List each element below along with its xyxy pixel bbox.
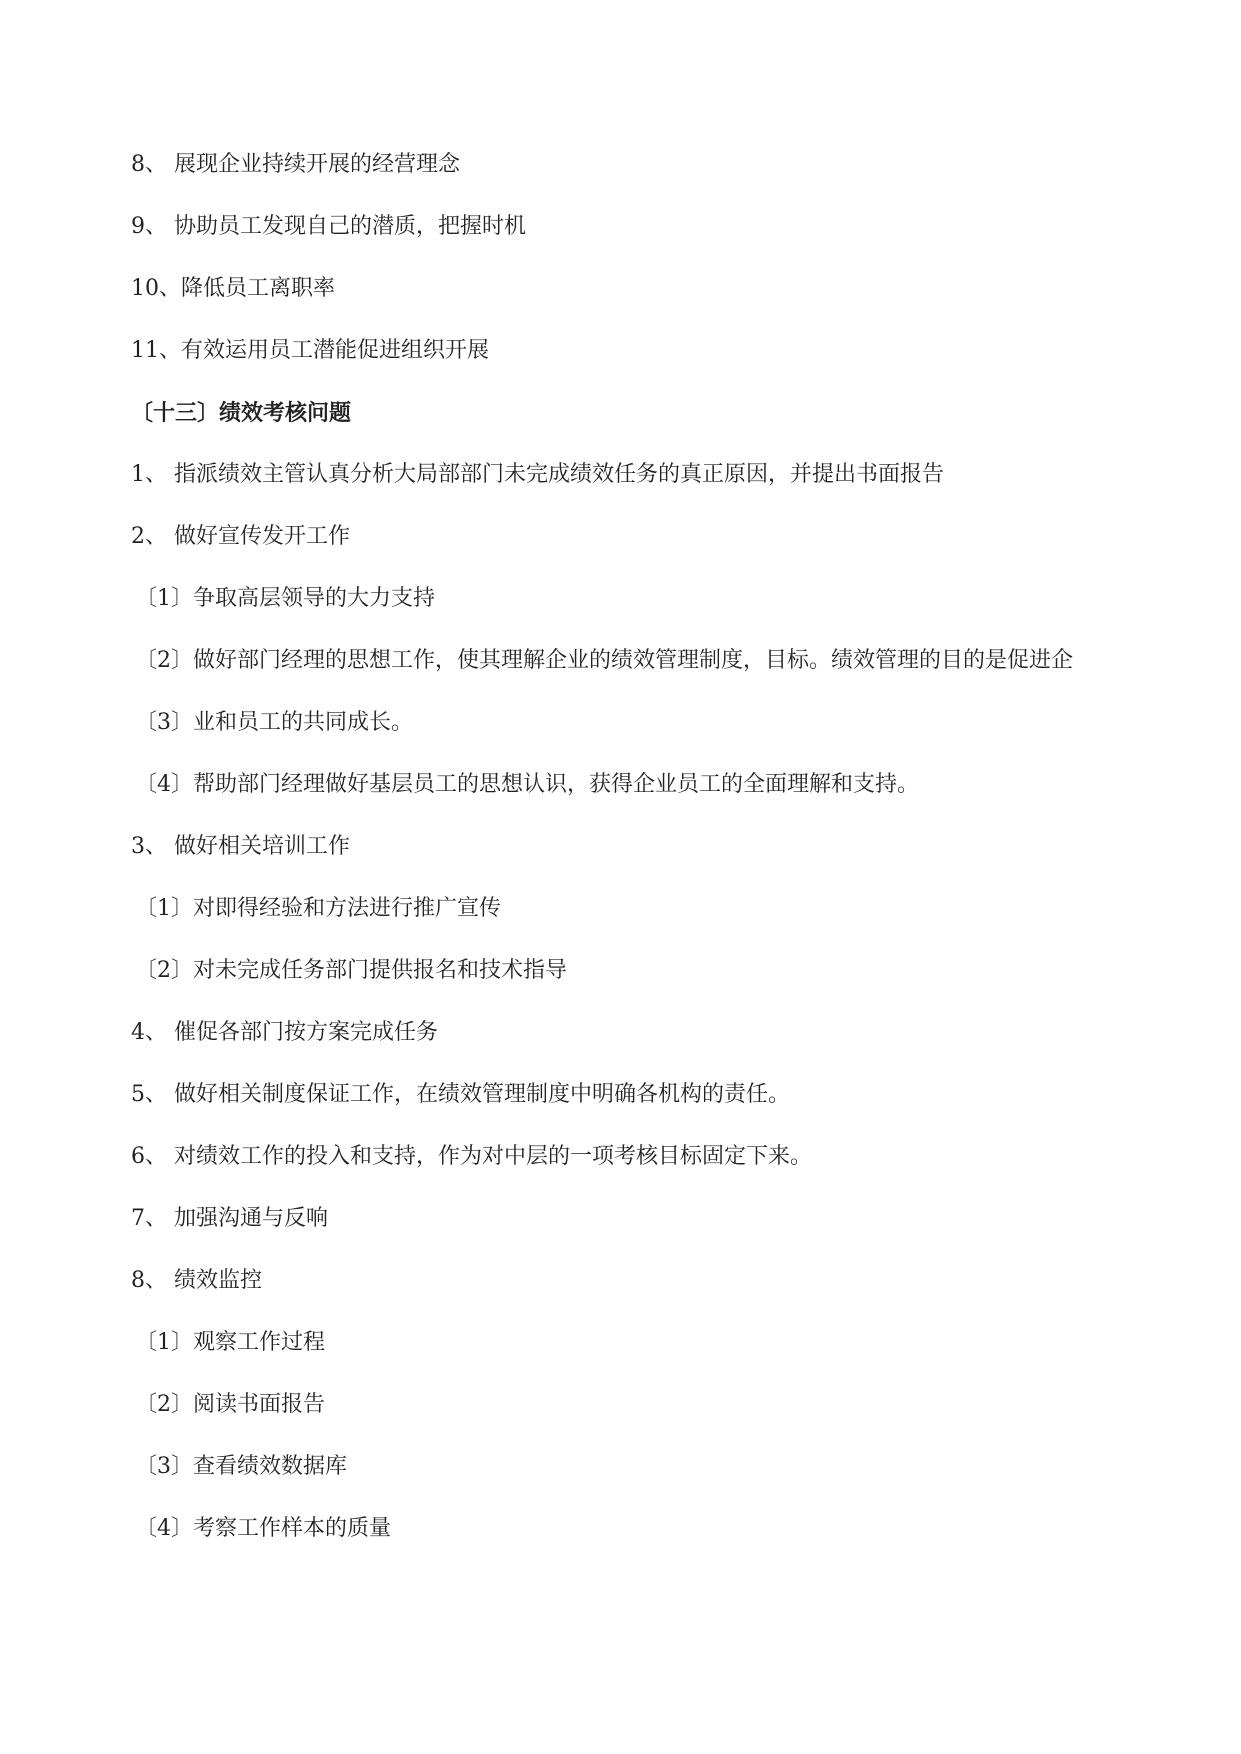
- sub-list-item: 〔3〕业和员工的共同成长。: [135, 710, 413, 735]
- list-item: 7、 加强沟通与反响: [131, 1206, 328, 1231]
- list-item: 6、 对绩效工作的投入和支持，作为对中层的一项考核目标固定下来。: [131, 1144, 812, 1169]
- section-heading: 〔十三〕绩效考核问题: [131, 400, 352, 426]
- list-item: 2、 做好宣传发开工作: [131, 524, 350, 549]
- list-item: 11、有效运用员工潜能促进组织开展: [131, 338, 489, 363]
- sub-list-item: 〔3〕查看绩效数据库: [135, 1454, 347, 1479]
- list-item: 10、降低员工离职率: [131, 276, 335, 301]
- sub-list-item: 〔4〕帮助部门经理做好基层员工的思想认识，获得企业员工的全面理解和支持。: [135, 772, 919, 797]
- list-item: 1、 指派绩效主管认真分析大局部部门未完成绩效任务的真正原因，并提出书面报告: [131, 462, 944, 487]
- sub-list-item: 〔1〕观察工作过程: [135, 1330, 325, 1355]
- list-item: 4、 催促各部门按方案完成任务: [131, 1020, 438, 1045]
- sub-list-item: 〔2〕阅读书面报告: [135, 1392, 325, 1417]
- document-body: [131, 150, 1091, 1576]
- sub-list-item: 〔2〕对未完成任务部门提供报名和技术指导: [135, 958, 567, 983]
- list-item: 8、 绩效监控: [131, 1268, 262, 1293]
- list-item: 8、 展现企业持续开展的经营理念: [131, 152, 460, 177]
- sub-list-item: 〔4〕考察工作样本的质量: [135, 1516, 391, 1541]
- sub-list-item: 〔2〕做好部门经理的思想工作，使其理解企业的绩效管理制度，目标。绩效管理的目的是促进企: [135, 648, 1074, 673]
- list-item: 5、 做好相关制度保证工作，在绩效管理制度中明确各机构的责任。: [131, 1082, 790, 1107]
- list-item: 9、 协助员工发现自己的潜质，把握时机: [131, 214, 526, 239]
- sub-list-item: 〔1〕对即得经验和方法进行推广宣传: [135, 896, 501, 921]
- list-item: 3、 做好相关培训工作: [131, 834, 350, 859]
- sub-list-item: 〔1〕争取高层领导的大力支持: [135, 586, 435, 611]
